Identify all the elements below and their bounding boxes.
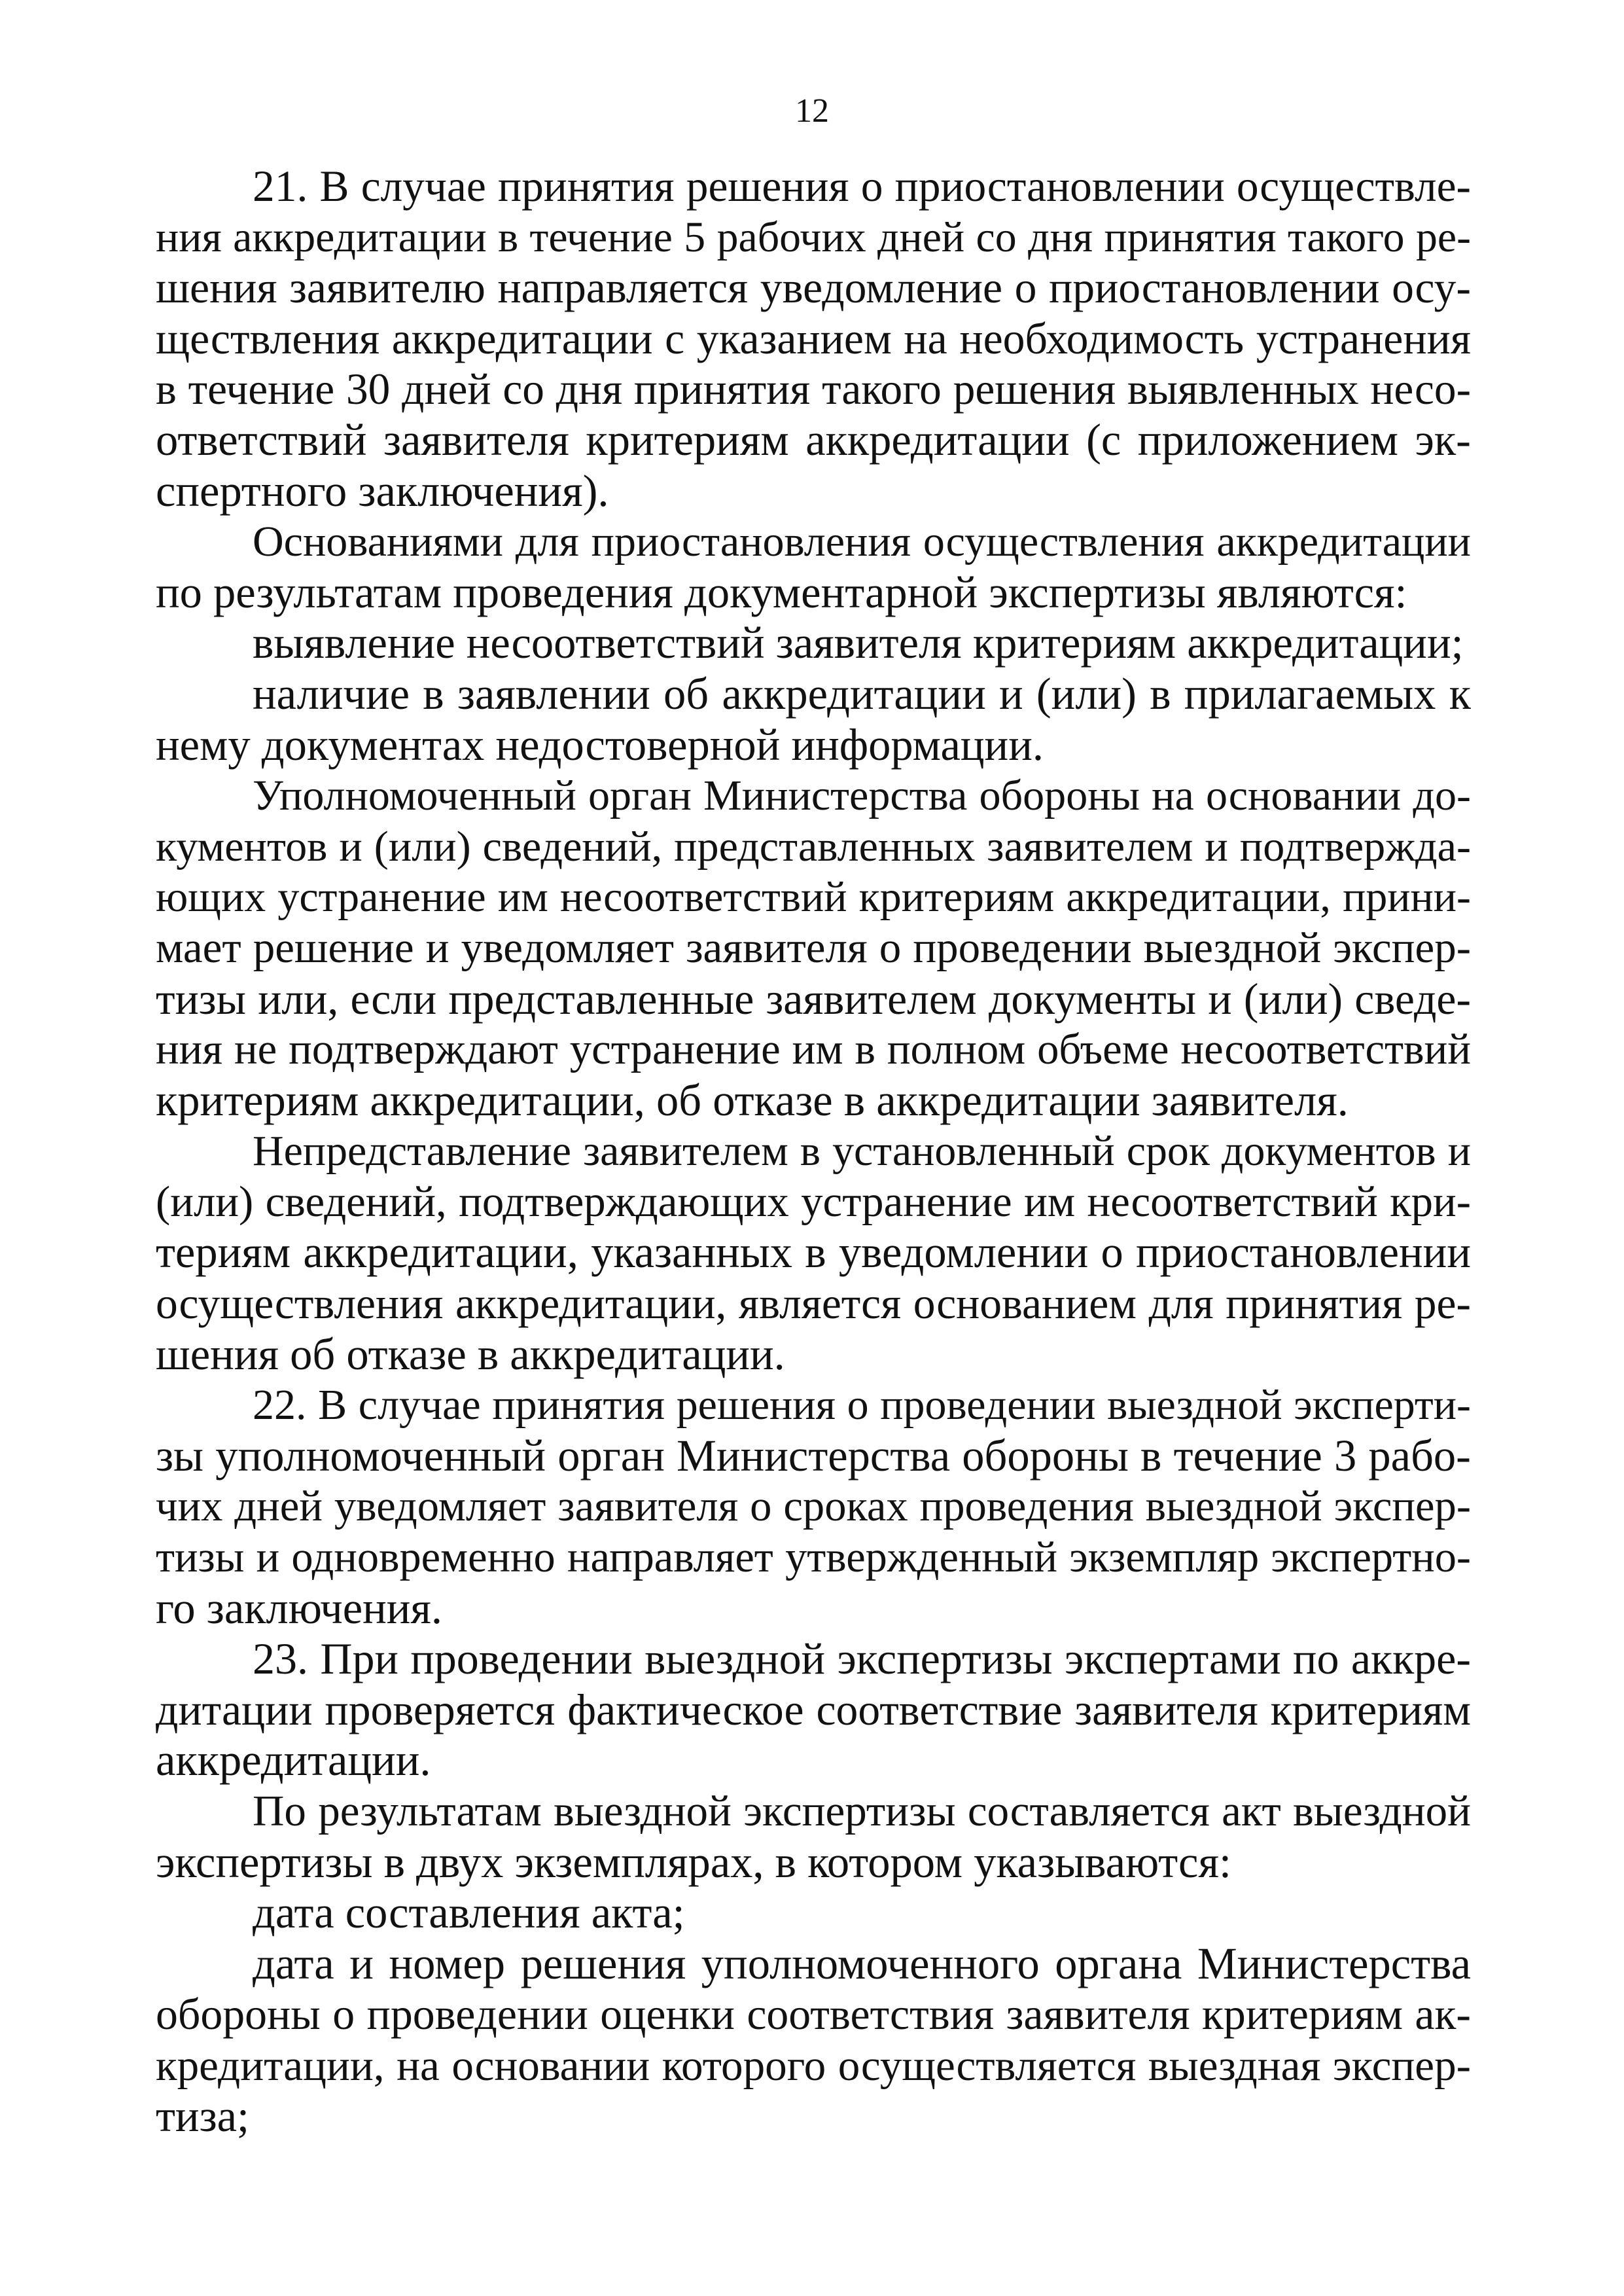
text-line: нему документах недостоверной информации.	[156, 719, 1044, 770]
text-line: осуществления аккредитации, является основанием для принятия ре-	[156, 1279, 1471, 1329]
document-body	[156, 161, 1471, 2142]
text-line: Уполномоченный орган Министерства обороны на основании до-	[253, 772, 1471, 820]
text-line: чих дней уведомляет заявителя о сроках проведения выездной экспер-	[156, 1482, 1471, 1531]
text-line: (или) сведений, подтверждающих устранение им несоответствий кри-	[156, 1177, 1471, 1226]
text-line: ния не подтверждают устранение им в полном объеме несоответствий	[156, 1026, 1471, 1074]
text-line: по результатам проведения документарной экспертизы являются:	[156, 567, 1407, 617]
text-line: аккредитации.	[156, 1735, 431, 1785]
text-line: ющих устранение им несоответствий критериям аккредитации, прини-	[156, 873, 1471, 922]
text-line: дата и номер решения уполномоченного органа Министерства	[253, 1938, 1471, 1988]
paragraph	[156, 618, 1471, 669]
text-line: тиза;	[156, 2090, 250, 2141]
paragraph	[156, 161, 1471, 516]
text-line: в течение 30 дней со дня принятия такого решения выявленных несо-	[156, 365, 1471, 414]
text-line: критериям аккредитации, об отказе в аккредитации заявителя.	[156, 1075, 1349, 1125]
paragraph	[156, 770, 1471, 1126]
text-line: 21. В случае принятия решения о приостановлении осуществле-	[253, 162, 1471, 211]
text-line: Непредставление заявителем в установленный срок документов и	[253, 1127, 1471, 1175]
text-line: мает решение и уведомляет заявителя о проведении выездной экспер-	[156, 923, 1471, 972]
text-line: экспертизы в двух экземплярах, в котором указываются:	[156, 1837, 1231, 1887]
paragraph	[156, 1888, 1471, 1939]
paragraph	[156, 516, 1471, 618]
paragraph	[156, 1380, 1471, 1634]
text-line: кументов и (или) сведений, представленных заявителем и подтвержда-	[156, 822, 1471, 870]
text-line: тизы и одновременно направляет утвержденный экземпляр экспертно-	[156, 1534, 1471, 1582]
text-line: зы уполномоченный орган Министерства обороны в течение 3 рабо-	[156, 1430, 1471, 1480]
text-line: дитации проверяется фактическое соответствие заявителя критериям	[156, 1685, 1471, 1734]
page-number: 12	[795, 92, 829, 130]
paragraph	[156, 1126, 1471, 1380]
text-line: ществления аккредитации с указанием на необходимость устранения	[156, 314, 1471, 363]
paragraph	[156, 1939, 1471, 2142]
text-line: выявление несоответствий заявителя критериям аккредитации;	[253, 618, 1464, 668]
text-line: териям аккредитации, указанных в уведомлении о приостановлении	[156, 1227, 1471, 1278]
text-line: шения заявителю направляется уведомление о приостановлении осу-	[156, 263, 1471, 313]
text-line: По результатам выездной экспертизы составляется акт выездной	[253, 1787, 1471, 1835]
text-line: обороны о проведении оценки соответствия заявителя критериям ак-	[156, 1990, 1471, 2039]
text-line: наличие в заявлении об аккредитации и (или) в прилагаемых к	[253, 668, 1471, 719]
paragraph	[156, 1786, 1471, 1888]
paragraph	[156, 669, 1471, 770]
text-line: шения об отказе в аккредитации.	[156, 1329, 785, 1379]
text-line: Основаниями для приостановления осуществления аккредитации	[253, 518, 1471, 566]
paragraph	[156, 1634, 1471, 1786]
text-line: 23. При проведении выездной экспертизы экспертами по аккре-	[253, 1634, 1471, 1684]
text-line: го заключения.	[156, 1583, 443, 1633]
text-line: ния аккредитации в течение 5 рабочих дней со дня принятия такого ре-	[156, 213, 1471, 261]
text-line: кредитации, на основании которого осуществляется выездная экспер-	[156, 2040, 1471, 2090]
text-line: дата составления акта;	[253, 1888, 685, 1938]
text-line: 22. В случае принятия решения о проведении выездной эксперти-	[253, 1381, 1471, 1429]
text-line: спертного заключения).	[156, 465, 609, 516]
text-line: ответствий заявителя критериям аккредитации (с приложением эк-	[156, 414, 1471, 465]
text-line: тизы или, если представленные заявителем документы и (или) сведе-	[156, 974, 1471, 1024]
